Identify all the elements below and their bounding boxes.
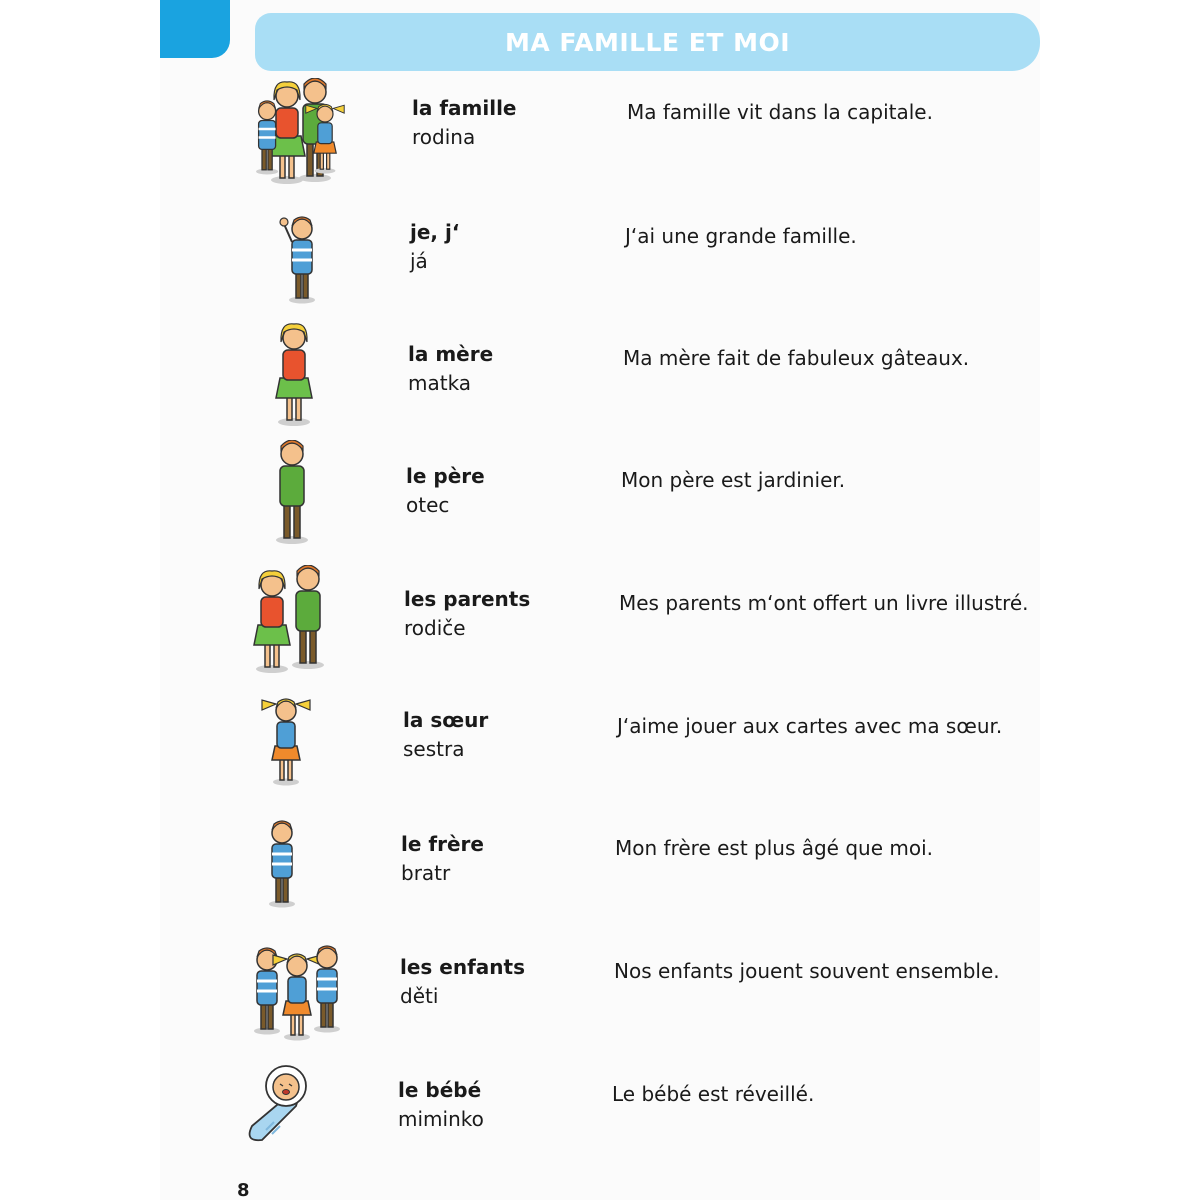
word-czech: já (410, 249, 428, 273)
word-czech: otec (406, 493, 450, 517)
word-czech: rodiče (404, 616, 466, 640)
parents-icon (230, 565, 350, 675)
example-sentence: Ma mère fait de fabuleux gâteaux. (623, 346, 970, 370)
sister-icon (226, 692, 346, 802)
word-french: je, j‘ (410, 220, 460, 244)
example-sentence: Ma famille vit dans la capitale. (627, 100, 933, 124)
page-title: MA FAMILLE ET MOI (504, 27, 791, 57)
example-sentence: Mon père est jardinier. (621, 468, 846, 492)
word-czech: matka (408, 371, 472, 395)
mother-icon (234, 322, 354, 432)
word-pair (410, 218, 459, 276)
word-pair (398, 1076, 484, 1134)
corner-tab (160, 0, 230, 58)
word-pair (400, 953, 525, 1011)
family-icon (245, 78, 365, 188)
vocab-row-pere (0, 440, 1200, 560)
word-pair (408, 340, 493, 398)
word-french: les enfants (400, 955, 525, 979)
word-czech: rodina (412, 125, 476, 149)
word-french: la mère (408, 342, 494, 366)
vocab-row-bebe (0, 1060, 1200, 1180)
brother-icon (222, 812, 342, 922)
title-bar (255, 13, 1040, 71)
word-czech: sestra (403, 737, 465, 761)
word-french: le bébé (398, 1078, 482, 1102)
word-french: les parents (404, 587, 531, 611)
word-french: le père (406, 464, 485, 488)
vocab-row-enfants (0, 935, 1200, 1055)
boy-waving-icon (242, 206, 362, 316)
vocab-row-parents (0, 563, 1200, 683)
example-sentence: J‘aime jouer aux cartes avec ma sœur. (617, 714, 1003, 738)
word-pair (412, 94, 516, 152)
word-czech: děti (400, 984, 439, 1008)
word-french: la famille (412, 96, 517, 120)
vocab-row-soeur (0, 690, 1200, 810)
word-pair (404, 585, 530, 643)
page-number: 8 (237, 1180, 250, 1201)
vocab-row-mere (0, 322, 1200, 442)
word-pair (403, 706, 488, 764)
example-sentence: J‘ai une grande famille. (625, 224, 857, 248)
children-icon (235, 937, 355, 1047)
baby-icon (222, 1060, 342, 1170)
vocab-row-frere (0, 810, 1200, 930)
word-pair (401, 830, 484, 888)
word-czech: bratr (401, 861, 451, 885)
word-french: le frère (401, 832, 484, 856)
vocab-row-famille (0, 78, 1200, 198)
example-sentence: Mon frère est plus âgé que moi. (615, 836, 934, 860)
example-sentence: Le bébé est réveillé. (612, 1082, 815, 1106)
word-pair (406, 462, 485, 520)
example-sentence: Mes parents m‘ont offert un livre illustré. (619, 591, 1029, 615)
vocab-row-je (0, 202, 1200, 322)
example-sentence: Nos enfants jouent souvent ensemble. (614, 959, 1000, 983)
word-french: la sœur (403, 708, 489, 732)
word-czech: miminko (398, 1107, 484, 1131)
father-icon (232, 440, 352, 550)
